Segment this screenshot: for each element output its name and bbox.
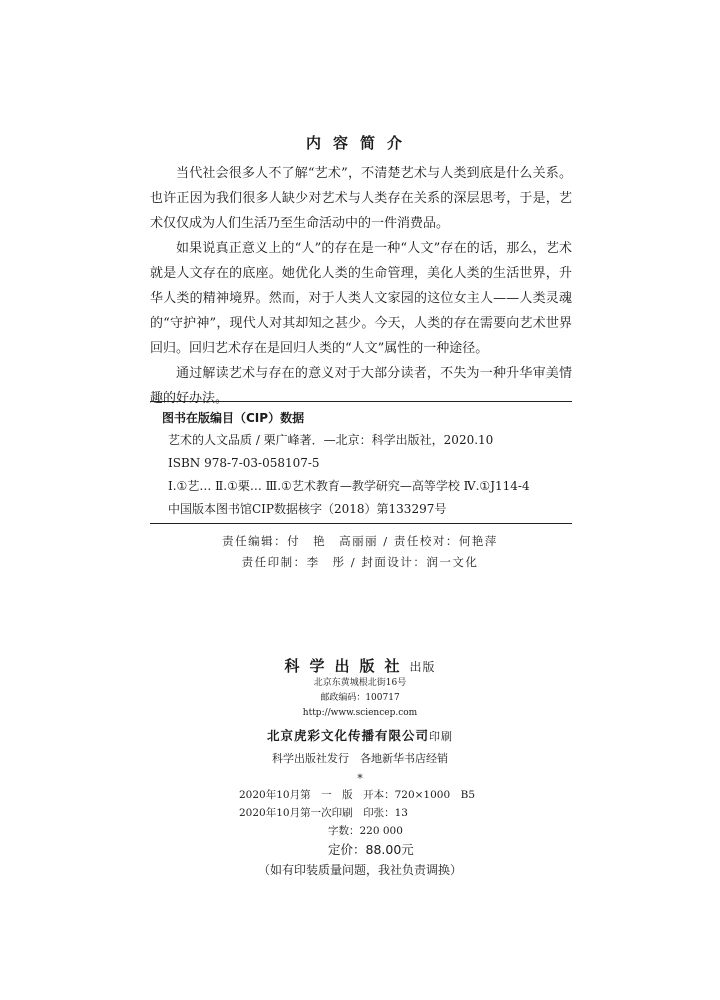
publisher-address: 北京东黄城根北街16号 (313, 678, 407, 688)
price: 定价：88.00元 (328, 842, 414, 857)
cip-line-record: 中国版本图书馆CIP数据核字（2018）第133297号 (168, 502, 447, 516)
distribution-line: 科学出版社发行 各地新华书店经销 (272, 752, 448, 765)
credits-production: 责任印制：李 彤 / 封面设计：润一文化 (241, 555, 479, 569)
cip-line-isbn: ISBN 978-7-03-058107-5 (168, 456, 320, 470)
publisher-suffix: 出版 (409, 660, 436, 674)
printer-name: 北京虎彩文化传播有限公司 (266, 728, 429, 743)
summary-title: 内容简介 (305, 134, 414, 152)
printer-line (0, 726, 720, 744)
edition-line: 2020年10月第 一 版 开本：720×1000 B5 (239, 789, 476, 801)
cip-block (150, 401, 572, 524)
summary-paragraph: 如果说真正意义上的“人”的存在是一种“人文”存在的话，那么，艺术就是人文存在的底座。她优化人类的生命管理，美化人类的生活世界，升华人类的精神境界。然而，对于人类人文家园的这位女主人——人类灵魂的“守护神”，现代人对其却知之甚少。今天，人类的存在需要向艺术世界回归。回归艺术存在是回归人类的“人文”属性的一种途径。 (150, 241, 572, 356)
publisher-line (0, 655, 720, 676)
summary-body (150, 161, 572, 411)
word-count: 字数：220 000 (328, 825, 403, 837)
printer-suffix: 印刷 (429, 730, 453, 743)
cip-line-book: 艺术的人文品质 / 栗广峰著．—北京：科学出版社，2020.10 (168, 433, 494, 447)
summary-paragraph: 当代社会很多人不了解“艺术”，不清楚艺术与人类到底是什么关系。也许正因为我们很多人缺少对艺术与人类存在关系的深层思考，于是，艺术仅仅成为人们生活乃至生命活动中的一件消费品。 (150, 166, 572, 231)
separator-star: * (357, 772, 363, 785)
cip-title: 图书在版编目（CIP）数据 (162, 411, 305, 425)
imprint-block (0, 655, 720, 785)
credits-editors: 责任编辑：付 艳 高丽丽 / 责任校对：何艳萍 (222, 534, 498, 548)
publisher-url: http://www.sciencep.com (302, 708, 418, 718)
summary-paragraph: 通过解读艺术与存在的意义对于大部分读者，不失为一种升华审美情趣的好办法。 (150, 366, 572, 406)
publisher-postcode: 邮政编码：100717 (320, 693, 400, 703)
quality-notice: （如有印装质量问题，我社负责调换） (257, 863, 462, 877)
publisher-name: 科学出版社 (284, 657, 410, 675)
printing-line: 2020年10月第一次印刷 印张：13 (239, 807, 408, 819)
cip-line-subjects: Ⅰ.①艺… Ⅱ.①栗… Ⅲ.①艺术教育—教学研究—高等学校 Ⅳ.①J114-4 (168, 479, 530, 493)
